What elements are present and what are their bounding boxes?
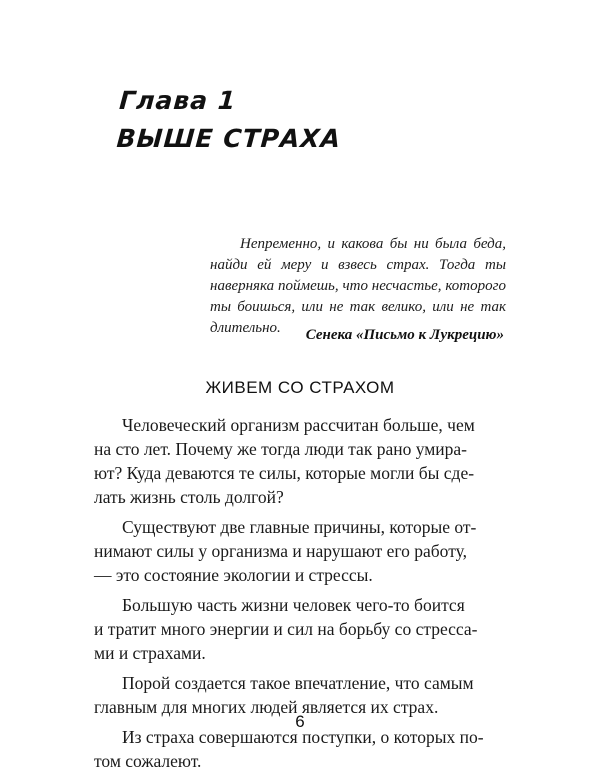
paragraph: [94, 593, 504, 665]
chapter-heading: [115, 82, 345, 158]
text-line: — это состояние экологии и стрессы.: [94, 565, 373, 585]
text-line: главным для многих людей является их страх.: [94, 697, 439, 717]
section-title: ЖИВЕМ СО СТРАХОМ: [205, 378, 395, 397]
text-line: нимают силы у организма и нарушают его работу,: [94, 541, 467, 561]
text-line: и тратит много энергии и сил на борьбу со стресса-: [94, 619, 478, 639]
chapter-number: Глава 1: [118, 86, 238, 115]
text-line: ют? Куда деваются те силы, которые могли бы сде-: [94, 463, 475, 483]
page-number: 6: [295, 712, 305, 731]
text-line: Из страха совершаются поступки, о которых по-: [122, 727, 484, 747]
text-line: на сто лет. Почему же тогда люди так рано умира-: [94, 439, 468, 459]
text-line: том сожалеют.: [94, 751, 202, 771]
text-line: Порой создается такое впечатление, что самым: [122, 673, 474, 693]
epigraph-text: Непременно, и какова бы ни была беда, найди ей меру и взвесь страх. Тогда ты наверняка поймешь, что несчастье, которого ты боишься, или не так велико, или не так длительно.: [210, 236, 506, 336]
text-line: ми и страхами.: [94, 643, 206, 663]
paragraph: [94, 515, 504, 587]
epigraph-source: Сенека «Письмо к Лукрецию»: [305, 327, 504, 343]
chapter-title: ВЫШЕ СТРАХА: [115, 124, 343, 153]
paragraph: [94, 725, 504, 773]
paragraph: [94, 413, 504, 509]
text-line: лать жизнь столь долгой?: [94, 487, 284, 507]
text-line: Человеческий организм рассчитан больше, чем: [122, 415, 475, 435]
text-line: Большую часть жизни человек чего-то боится: [122, 595, 465, 615]
text-line: Существуют две главные причины, которые от-: [122, 517, 477, 537]
